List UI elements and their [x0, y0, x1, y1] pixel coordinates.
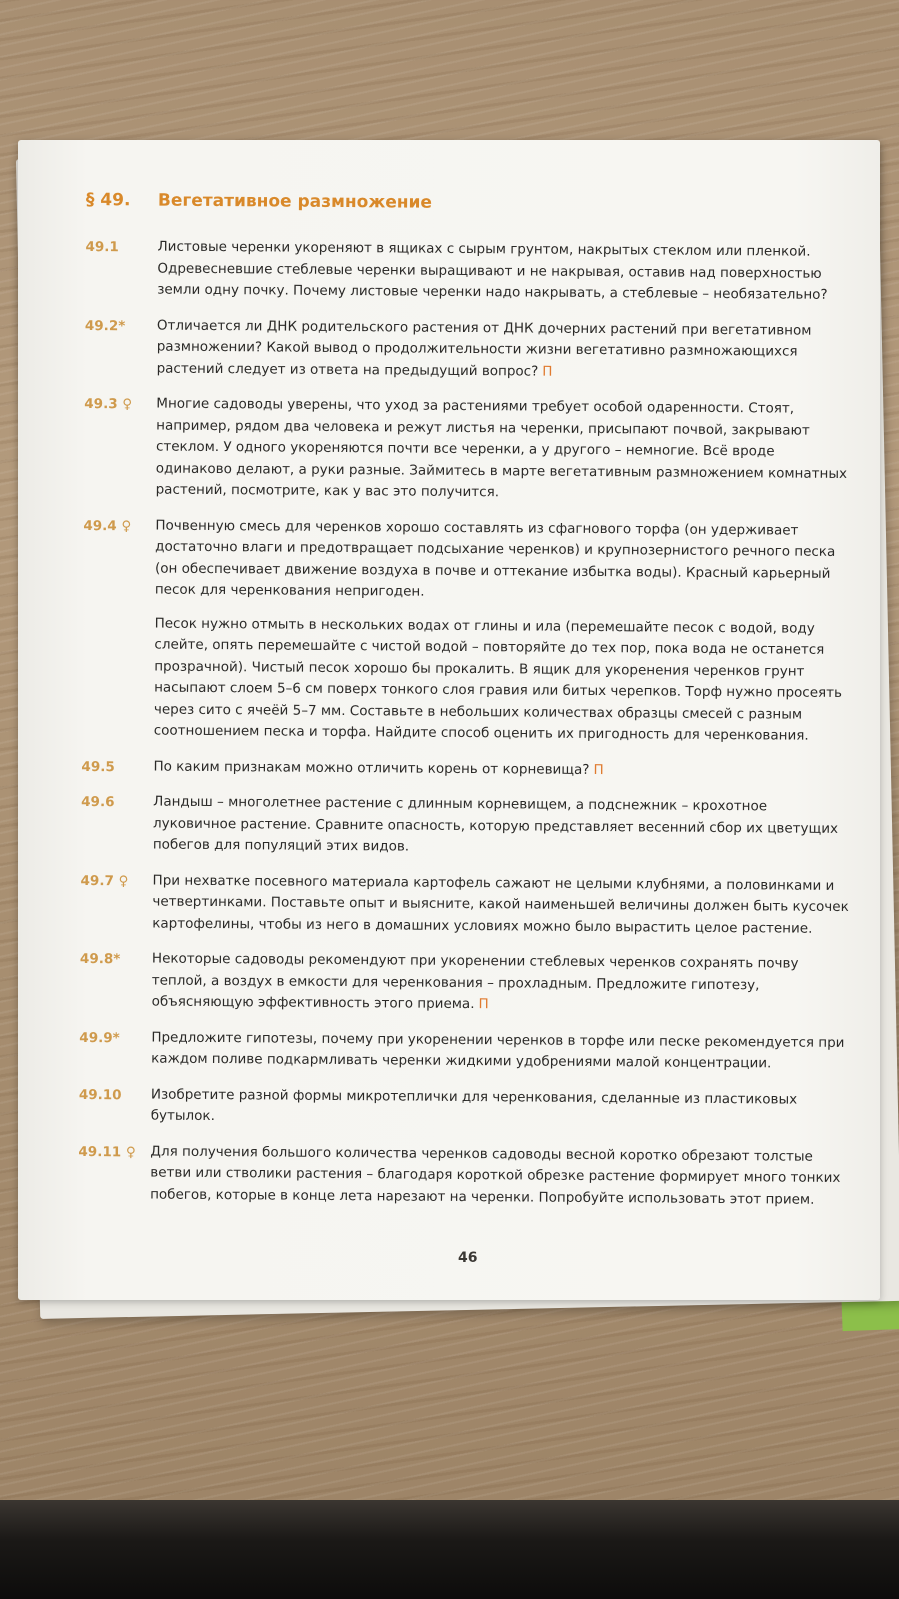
project-mark-icon: П [478, 996, 489, 1013]
task-number: 49.1 [85, 238, 119, 256]
task-text [151, 1027, 849, 1075]
project-mark-icon: П [593, 761, 604, 778]
task-paragraph-text: Листовые черенки укореняют в ящиках с сырым грунтом, накрытых стеклом или пленкой. Одревесневшие стеблевые черенки выращивают и не накрывая, оставив над поверхностью земли одну почку. Почему листовые черенки надо накрывать, а стеблевые – необязательно? [157, 238, 828, 303]
task-number: 49.8* [79, 950, 121, 968]
task-paragraph-text: Предложите гипотезы, почему при укоренении черенков в торфе или песке рекомендуется при каждом поливе подкармливать черенки жидкими удобрениями малой концентрации. [151, 1029, 845, 1072]
task-number: 49.7 ♀ [80, 872, 129, 889]
task-paragraph [153, 756, 851, 783]
task-number: 49.4 ♀ [83, 517, 132, 534]
task-paragraph [157, 237, 855, 307]
task-paragraph-text: Многие садоводы уверены, что уход за растениями требует особой одаренности. Стоят, например, рядом два человека и режут листья на черенки, присыпают почвой, закрывают стеклом. У одного укореняются почти все черенки, а у другого – немногие. Всё вроде одинаково делают, а руки разные. Займитесь в марте вегетативным размножением комнатных растений, посмотрите, как у вас это получится. [155, 395, 848, 501]
project-mark-icon: П [542, 363, 553, 380]
task-paragraph [155, 515, 854, 606]
section-number: § 49. [85, 190, 131, 211]
task-text [152, 870, 850, 940]
task-paragraph [157, 315, 855, 385]
task-number: 49.3 ♀ [84, 395, 133, 413]
task-text [152, 949, 850, 1019]
task-item [84, 393, 855, 507]
task-paragraph-text: При нехватке посевного материала картофель сажают не целыми клубнями, а половинками и четвертинками. Поставьте опыт и выясните, какой наименьшей величины должен быть кусочек картофелины, чтобы из него в домашних условиях можно было вырастить целое растение. [152, 872, 849, 937]
task-paragraph-text: Некоторые садоводы рекомендуют при укоренении стеблевых черенков сохранять почву теплой, а воздух в емкости для черенкования – прохладным. Предложите гипотезу, объясняющую эффективность этого приема. [151, 950, 799, 1013]
task-item [85, 314, 855, 385]
section-heading [86, 190, 856, 216]
task-item [78, 1140, 848, 1211]
task-number: 49.2* [84, 317, 126, 334]
task-paragraph-text: Изобретите разной формы микротеплички для черенкования, сделанные из пластиковых бутылок. [150, 1086, 798, 1125]
task-item [79, 1026, 849, 1075]
task-text [153, 756, 851, 783]
task-paragraph [150, 1141, 848, 1211]
task-number: 49.6 [81, 793, 115, 811]
task-text [157, 315, 855, 385]
task-text [151, 1084, 849, 1132]
task-item [81, 791, 851, 862]
task-item [85, 236, 855, 307]
task-text [154, 515, 854, 747]
task-item [79, 1083, 849, 1132]
task-paragraph-text: Для получения большого количества черенков садоводы весной коротко обрезают толстые ветви или стволики растения – благодаря короткой обрезке растение формирует много тонких побегов, которые в конце лета нарезают на черенки. Попробуйте использовать этот прием. [150, 1143, 841, 1208]
task-paragraph [152, 949, 850, 1019]
task-number: 49.9* [79, 1029, 120, 1046]
book-page [18, 140, 880, 1300]
task-number: 49.5 [81, 758, 115, 775]
task-paragraph [156, 394, 855, 507]
page-content [78, 190, 856, 1225]
task-item [80, 948, 850, 1019]
task-item [81, 755, 851, 783]
task-text [153, 792, 851, 862]
task-paragraph-text: Почвенную смесь для черенков хорошо составлять из сфагнового торфа (он удерживает достаточно влаги и предотвращает подсыхание черенков) и крупнозернистого речного песка (он обеспечивает движение воздуха в почве и оттекание избытка воды). Красный карьерный песок для черенкования непригоден. [154, 517, 836, 600]
task-paragraph-text: По каким признакам можно отличить корень от корневища? [153, 758, 590, 778]
task-list [78, 236, 856, 1211]
task-paragraph [154, 613, 853, 747]
dark-floor [0, 1500, 899, 1599]
task-paragraph [151, 1084, 849, 1132]
page-number: 46 [458, 1250, 478, 1266]
section-title: Вегетативное размножение [157, 190, 433, 213]
task-paragraph-text: Ландыш – многолетнее растение с длинным корневищем, а подснежник – крохотное луковичное растение. Сравните опасность, которую представляет весенний сбор их цветущих побегов для популяций этих видов. [152, 793, 839, 855]
task-number: 49.11 ♀ [78, 1143, 136, 1160]
task-paragraph [151, 1027, 849, 1075]
task-paragraph-text: Песок нужно отмыть в нескольких водах от глины и ила (перемешайте песок с водой, воду слейте, опять перемешайте с чистой водой – повторяйте до тех пор, пока вода не останется прозрачной). Чистый песок хорошо бы прокалить. В ящик для укоренения черенков грунт насыпают слоем 5–6 см поверх тонкого слоя гравия или битых черепков. Торф нужно просеять через сито с ячеёй 5–7 мм. Составьте в небольших количествах образцы смесей с разным соотношением песка и торфа. Найдите способ оценить их пригодность для черенкования. [153, 615, 843, 744]
task-paragraph-text: Отличается ли ДНК родительского растения от ДНК дочерних растений при вегетативном размножении? Какой вывод о продолжительности жизни вегетативно размножающихся растений следует из ответа на предыдущий вопрос? [156, 317, 812, 380]
task-text [150, 1141, 848, 1211]
task-paragraph [153, 792, 851, 862]
task-item [80, 869, 850, 940]
task-paragraph [152, 870, 850, 940]
task-item [82, 514, 854, 747]
task-number: 49.10 [78, 1086, 122, 1103]
task-text [157, 237, 855, 307]
task-text [156, 394, 855, 507]
